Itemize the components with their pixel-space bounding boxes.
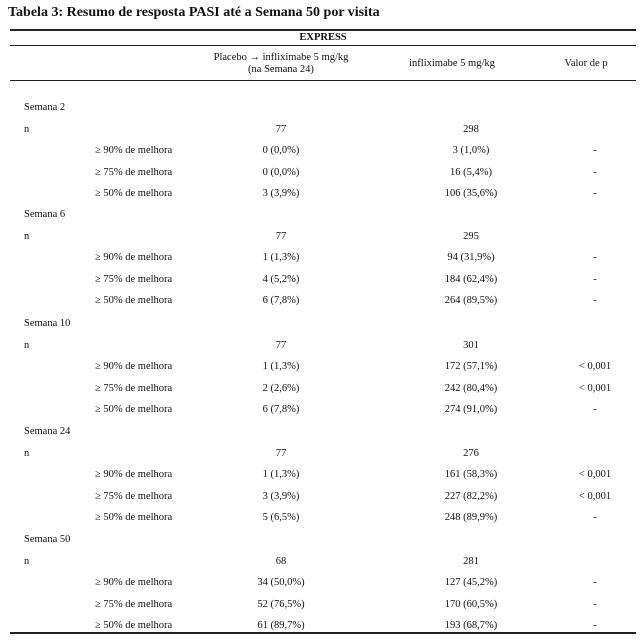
inflix-value: 193 (68,7%) (444, 620, 498, 631)
n-inflix-value: 295 (463, 230, 479, 242)
placebo-value: 2 (2,6%) (262, 382, 300, 394)
response-label: ≥ 90% de melhora (95, 361, 173, 372)
header-placebo (214, 52, 349, 76)
n-inflix-value: 281 (463, 555, 479, 567)
response-label: ≥ 90% de melhora (95, 252, 173, 263)
p-value: < 0,001 (578, 469, 612, 480)
placebo-value: 1 (1,3%) (262, 469, 300, 480)
n-label: n (24, 555, 30, 567)
response-label: ≥ 90% de melhora (95, 469, 173, 480)
p-value: - (593, 295, 597, 306)
p-value: < 0,001 (578, 361, 612, 372)
n-inflix-value: 276 (463, 447, 479, 459)
inflix-value: 184 (62,4%) (444, 273, 498, 285)
p-value: - (593, 273, 597, 285)
header-p-value: Valor de p (564, 58, 608, 69)
placebo-value: 0 (0,0%) (262, 145, 300, 156)
week-label: Semana 24 (24, 426, 71, 437)
p-value: - (593, 577, 597, 588)
response-label: ≥ 75% de melhora (95, 598, 173, 610)
n-label: n (24, 339, 30, 351)
placebo-value: 6 (7,8%) (262, 295, 300, 306)
response-label: ≥ 50% de melhora (95, 512, 173, 523)
header-placebo-line2: (na Semana 24) (248, 64, 314, 75)
p-value: < 0,001 (578, 490, 612, 502)
placebo-value: 1 (1,3%) (262, 361, 300, 372)
p-value: - (593, 166, 597, 178)
study-name: EXPRESS (299, 32, 347, 43)
inflix-value: 161 (58,3%) (444, 469, 498, 480)
p-value: - (593, 620, 597, 631)
table-top-rule (10, 29, 636, 31)
n-placebo-value: 77 (275, 339, 287, 351)
n-label: n (24, 230, 30, 242)
header-rule (10, 80, 636, 81)
week-label: Semana 50 (24, 534, 71, 545)
inflix-value: 248 (89,9%) (444, 512, 498, 523)
n-placebo-value: 77 (275, 447, 287, 459)
n-placebo-value: 68 (275, 555, 287, 567)
table-title: Tabela 3: Resumo de resposta PASI até a Semana 50 por visita (8, 5, 380, 20)
response-label: ≥ 75% de melhora (95, 273, 173, 285)
table-bottom-rule (10, 632, 636, 634)
n-placebo-value: 77 (275, 123, 287, 135)
placebo-value: 3 (3,9%) (262, 188, 300, 199)
header-inflix: infliximabe 5 mg/kg (409, 58, 495, 69)
p-value: < 0,001 (578, 382, 612, 394)
placebo-value: 4 (5,2%) (262, 273, 300, 285)
inflix-value: 3 (1,0%) (452, 145, 490, 156)
p-value: - (593, 404, 597, 415)
placebo-value: 61 (89,7%) (257, 620, 305, 631)
p-value: - (593, 145, 597, 156)
inflix-value: 242 (80,4%) (444, 382, 498, 394)
inflix-value: 94 (31,9%) (447, 252, 495, 263)
study-rule (10, 45, 636, 46)
response-label: ≥ 50% de melhora (95, 295, 173, 306)
inflix-value: 170 (60,5%) (444, 598, 498, 610)
inflix-value: 264 (89,5%) (444, 295, 498, 306)
p-value: - (593, 512, 597, 523)
placebo-value: 34 (50,0%) (257, 577, 305, 588)
n-inflix-value: 298 (463, 123, 479, 135)
placebo-value: 3 (3,9%) (262, 490, 300, 502)
header-placebo-line1: Placebo → infliximabe 5 mg/kg (213, 52, 349, 63)
inflix-value: 106 (35,6%) (444, 188, 498, 199)
response-label: ≥ 75% de melhora (95, 490, 173, 502)
n-inflix-value: 301 (463, 339, 479, 351)
placebo-value: 1 (1,3%) (262, 252, 300, 263)
inflix-value: 16 (5,4%) (450, 166, 492, 178)
response-label: ≥ 50% de melhora (95, 620, 173, 631)
week-label: Semana 2 (24, 102, 66, 113)
response-label: ≥ 50% de melhora (95, 404, 173, 415)
n-label: n (24, 447, 30, 459)
week-label: Semana 6 (24, 209, 66, 220)
response-label: ≥ 75% de melhora (95, 382, 173, 394)
placebo-value: 0 (0,0%) (262, 166, 300, 178)
n-placebo-value: 77 (275, 230, 287, 242)
placebo-value: 6 (7,8%) (262, 404, 300, 415)
week-label: Semana 10 (24, 318, 71, 329)
inflix-value: 227 (82,2%) (444, 490, 498, 502)
placebo-value: 52 (76,5%) (257, 598, 305, 610)
response-label: ≥ 75% de melhora (95, 166, 173, 178)
inflix-value: 274 (91,0%) (444, 404, 498, 415)
response-label: ≥ 90% de melhora (95, 577, 173, 588)
n-label: n (24, 123, 30, 135)
p-value: - (593, 252, 597, 263)
inflix-value: 172 (57,1%) (444, 361, 498, 372)
placebo-value: 5 (6,5%) (262, 512, 300, 523)
response-label: ≥ 50% de melhora (95, 188, 173, 199)
p-value: - (593, 598, 597, 610)
p-value: - (593, 188, 597, 199)
response-label: ≥ 90% de melhora (95, 145, 173, 156)
inflix-value: 127 (45,2%) (444, 577, 498, 588)
